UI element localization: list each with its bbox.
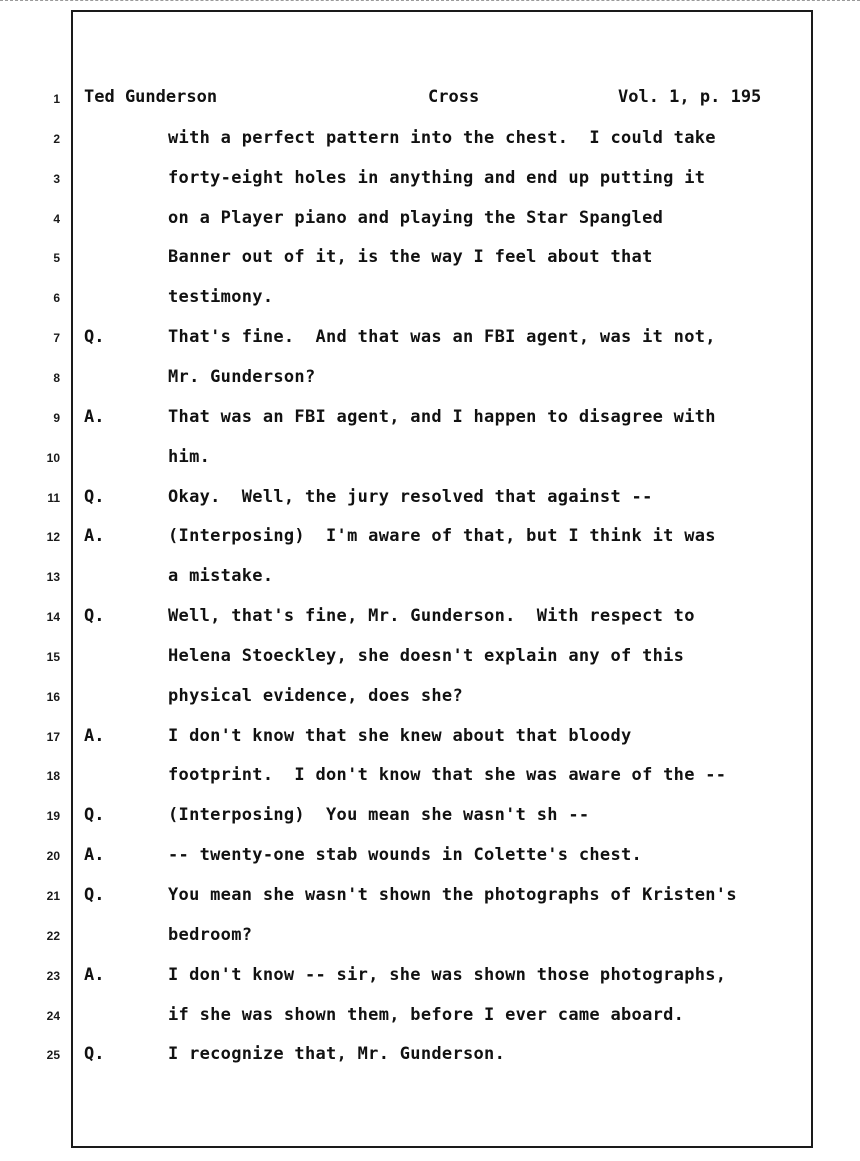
line-number: 5 [53, 251, 60, 266]
line-number: 6 [53, 291, 60, 306]
line-number: 19 [46, 809, 60, 824]
testimony-line: That was an FBI agent, and I happen to disagree with [168, 406, 716, 427]
testimony-line: forty-eight holes in anything and end up putting it [168, 167, 706, 188]
volume-page-reference: Vol. 1, p. 195 [618, 87, 762, 107]
line-number: 21 [46, 889, 60, 903]
line-number: 14 [46, 610, 60, 625]
testimony-line: That's fine. And that was an FBI agent, was it not, [168, 327, 716, 348]
speaker-label: Q. [84, 486, 105, 507]
scan-top-edge [0, 0, 860, 1]
testimony-line: Banner out of it, is the way I feel about that [168, 247, 653, 268]
speaker-label: A. [84, 725, 105, 746]
testimony-line: with a perfect pattern into the chest. I could take [168, 127, 716, 148]
line-number: 18 [46, 769, 60, 784]
speaker-label: A. [84, 406, 105, 427]
testimony-line: footprint. I don't know that she was aware of the -- [168, 765, 727, 786]
line-number: 4 [53, 211, 60, 226]
witness-name: Ted Gunderson [84, 87, 218, 107]
testimony-line: Mr. Gunderson? [168, 366, 316, 387]
speaker-label: A. [84, 526, 105, 547]
testimony-line: I recognize that, Mr. Gunderson. [168, 1044, 506, 1065]
testimony-line: (Interposing) I'm aware of that, but I think it was [168, 526, 716, 547]
line-number: 13 [46, 570, 60, 585]
line-number: 1 [53, 92, 60, 106]
testimony-line: bedroom? [168, 924, 253, 945]
line-number: 12 [46, 530, 60, 545]
line-number: 20 [46, 849, 60, 864]
speaker-label: Q. [84, 327, 105, 348]
speaker-label: A. [84, 845, 105, 866]
speaker-label: Q. [84, 805, 105, 826]
testimony-line: if she was shown them, before I ever came aboard. [168, 1004, 685, 1025]
line-number: 17 [46, 729, 60, 744]
line-number: 9 [53, 410, 60, 425]
line-number: 15 [46, 649, 60, 664]
speaker-label: Q. [84, 885, 105, 905]
testimony-line: Well, that's fine, Mr. Gunderson. With respect to [168, 606, 695, 627]
line-number: 23 [46, 968, 60, 983]
testimony-line: -- twenty-one stab wounds in Colette's chest. [168, 845, 643, 866]
testimony-line: on a Player piano and playing the Star Spangled [168, 207, 664, 228]
speaker-label: Q. [84, 1044, 105, 1065]
line-number: 22 [46, 928, 60, 943]
testimony-line: him. [168, 446, 211, 467]
line-number: 25 [46, 1048, 60, 1063]
line-number: 16 [46, 689, 60, 704]
testimony-line: I don't know -- sir, she was shown those photographs, [168, 964, 727, 985]
testimony-line: You mean she wasn't shown the photographs of Kristen's [168, 885, 737, 905]
testimony-line: testimony. [168, 287, 274, 308]
testimony-line: I don't know that she knew about that bloody [168, 725, 632, 746]
line-number: 8 [53, 370, 60, 385]
line-number: 3 [53, 171, 60, 186]
speaker-label: Q. [84, 606, 105, 627]
line-number: 11 [47, 490, 60, 505]
testimony-line: Helena Stoeckley, she doesn't explain any of this [168, 645, 685, 666]
line-number-margin-rule [71, 10, 73, 1148]
testimony-line: physical evidence, does she? [168, 685, 463, 706]
examination-type: Cross [428, 87, 480, 107]
line-number: 2 [53, 131, 60, 146]
line-number: 10 [46, 450, 60, 465]
testimony-line: Okay. Well, the jury resolved that against -- [168, 486, 653, 507]
testimony-line: (Interposing) You mean she wasn't sh -- [168, 805, 590, 826]
testimony-line: a mistake. [168, 566, 274, 587]
line-number: 24 [46, 1008, 60, 1023]
speaker-label: A. [84, 964, 105, 985]
line-number: 7 [53, 331, 60, 346]
